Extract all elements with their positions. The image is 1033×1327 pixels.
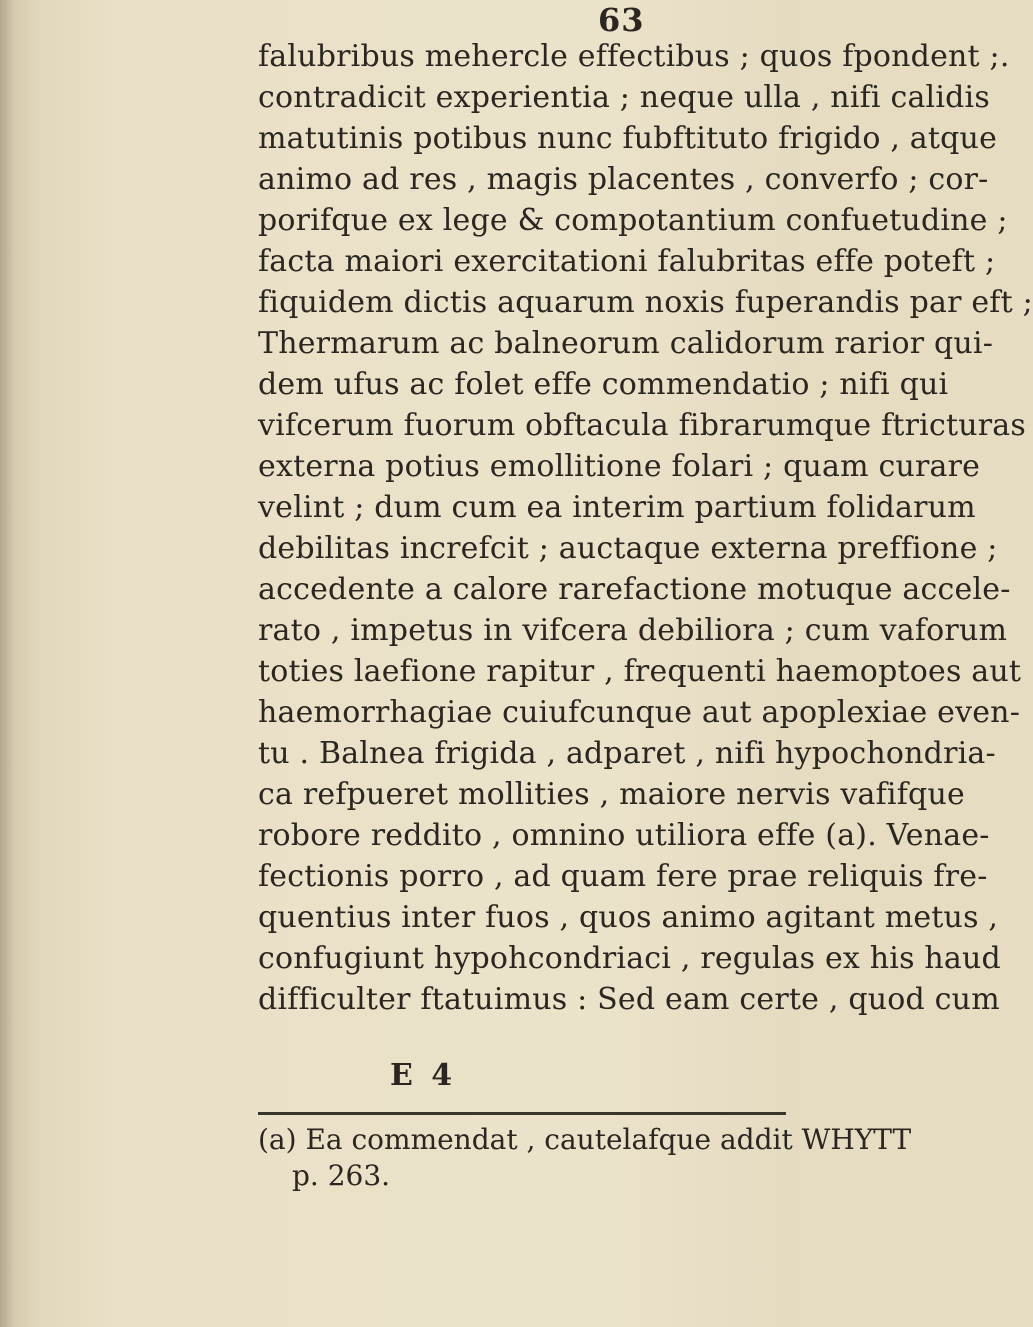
- footnote: [258, 1122, 912, 1194]
- text-line: velint ; dum cum ea interim partium folidarum: [258, 490, 976, 525]
- text-line: difficulter ftatuimus : Sed eam certe , quod cum: [258, 982, 1000, 1017]
- text-line: externa potius emollitione folari ; quam curare: [258, 449, 981, 484]
- text-line: contradicit experientia ; neque ulla , nifi calidis: [258, 80, 990, 115]
- page-binding-edge: [0, 0, 14, 1327]
- text-line: animo ad res , magis placentes , converfo ; cor-: [258, 162, 989, 197]
- text-line: ca refpueret mollities , maiore nervis vafifque: [258, 777, 965, 812]
- footnote-line: p. 263.: [292, 1159, 391, 1192]
- text-line: toties laefione rapitur , frequenti haemoptoes aut: [258, 654, 1022, 689]
- text-line: haemorrhagiae cuiufcunque aut apoplexiae even-: [258, 695, 1021, 730]
- text-line: falubribus mehercle effectibus ; quos fpondent ;.: [258, 39, 1010, 74]
- text-line: Thermarum ac balneorum calidorum rarior qui-: [258, 326, 994, 361]
- text-line: vifcerum fuorum obftacula fibrarumque ftricturas: [258, 408, 1026, 443]
- text-line: quentius inter fuos , quos animo agitant metus ,: [258, 900, 999, 935]
- text-line: matutinis potibus nunc fubftituto frigido , atque: [258, 121, 998, 156]
- footnote-line: (a) Ea commendat , cautelafque addit WHYTT: [258, 1123, 912, 1156]
- body-text: [258, 36, 1033, 1020]
- text-line: fectionis porro , ad quam fere prae reliquis fre-: [258, 859, 988, 894]
- page-number: 63: [598, 1, 645, 39]
- text-line: accedente a calore rarefactione motuque accele-: [258, 572, 1011, 607]
- text-line: fiquidem dictis aquarum noxis fuperandis par eft ;: [258, 285, 1033, 320]
- text-line: confugiunt hypohcondriaci , regulas ex his haud: [258, 941, 1001, 976]
- text-line: facta maiori exercitationi falubritas effe poteft ;: [258, 244, 996, 279]
- text-line: tu . Balnea frigida , adparet , nifi hypochondria-: [258, 736, 996, 771]
- signature-mark: E 4: [390, 1058, 457, 1093]
- text-line: robore reddito , omnino utiliora effe (a). Venae-: [258, 818, 990, 853]
- text-line: rato , impetus in vifcera debiliora ; cum vaforum: [258, 613, 1008, 648]
- footnote-divider: [258, 1112, 786, 1115]
- text-line: porifque ex lege & compotantium confuetudine ;: [258, 203, 1008, 238]
- text-line: debilitas increfcit ; auctaque externa preffione ;: [258, 531, 998, 566]
- text-line: dem ufus ac folet effe commendatio ; nifi qui: [258, 367, 949, 402]
